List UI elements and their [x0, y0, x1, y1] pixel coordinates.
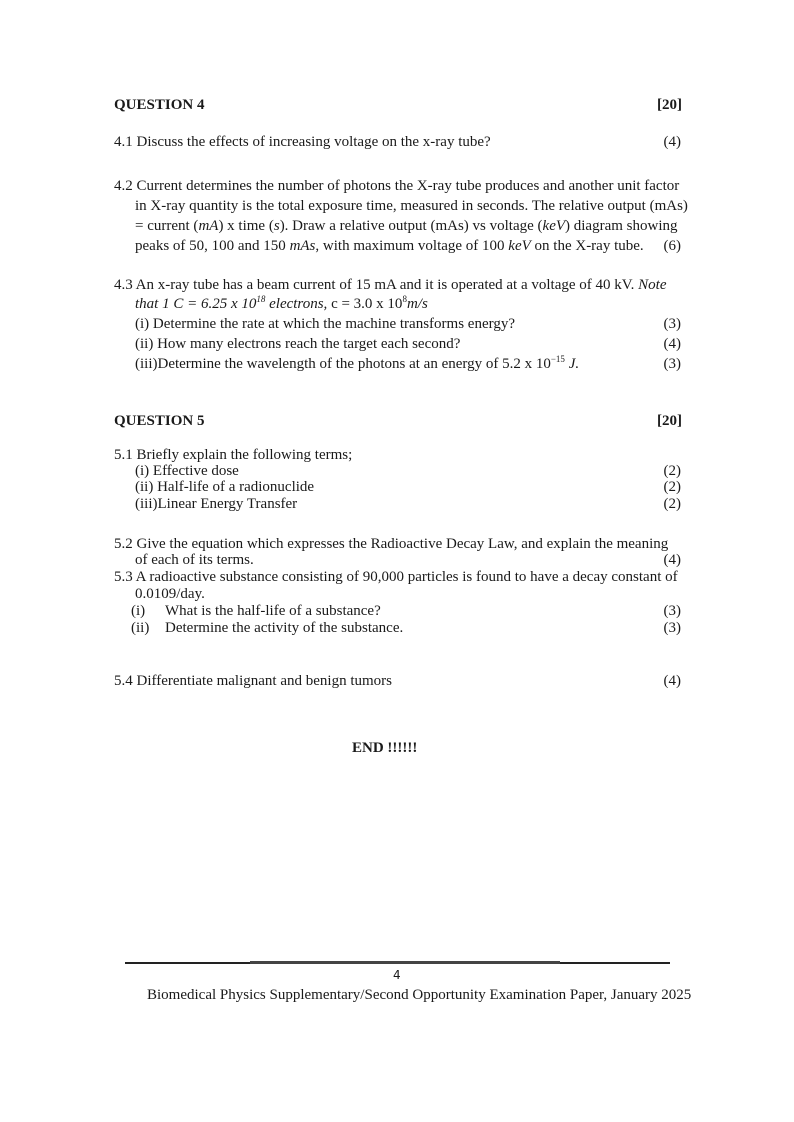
end-marker: END !!!!!! — [352, 740, 418, 756]
q53-line-2: 0.0109/day. — [135, 586, 205, 602]
q43-iii-text: (iii)Determine the wavelength of the photons at an energy of 5.2 x $10^{-15}$ J. — [135, 354, 580, 372]
q53-i-text: What is the half-life of a substance? — [165, 603, 381, 619]
q52-marks: (4) — [663, 552, 681, 568]
q43-ii-text: (ii) How many electrons reach the target each second? — [135, 336, 461, 352]
q42-line-4: peaks of 50, 100 and 150 mAs, with maximum voltage of 100 keV on the X-ray tube. — [135, 238, 644, 254]
q52-line-2: of each of its terms. — [135, 552, 254, 568]
q51-text: 5.1 Briefly explain the following terms; — [114, 447, 353, 463]
q54-marks: (4) — [663, 673, 681, 689]
q54-text: 5.4 Differentiate malignant and benign tumors — [114, 673, 392, 689]
q53-line-1: 5.3 A radioactive substance consisting of 90,000 particles is found to have a decay constant of — [114, 569, 678, 585]
q53-ii-marks: (3) — [663, 620, 681, 636]
q53-i-marks: (3) — [663, 603, 681, 619]
q43-i-text: (i) Determine the rate at which the machine transforms energy? — [135, 316, 515, 332]
question-5-total: [20] — [657, 413, 682, 429]
footer-text: Biomedical Physics Supplementary/Second Opportunity Examination Paper, January 2025 — [147, 987, 692, 1003]
q51-item-marks: (2) — [663, 463, 681, 479]
q53-ii-text: Determine the activity of the substance. — [165, 620, 404, 636]
q51-item-marks: (2) — [663, 479, 681, 495]
q42-marks: (6) — [663, 238, 681, 254]
question-4-total: [20] — [657, 97, 682, 113]
q51-item: (i) Effective dose — [135, 463, 239, 479]
q43-line-2: that 1 C = 6.25 x $10^{18}$ electrons, c = 3.0 x $10^8m/s$ — [135, 294, 428, 312]
q43-i-marks: (3) — [663, 316, 681, 332]
q42-line-3: = current (mA) x time (s). Draw a relative output (mAs) vs voltage (keV) diagram showing — [135, 218, 678, 234]
q51-item: (iii)Linear Energy Transfer — [135, 496, 298, 512]
q53-ii-num: (ii) — [131, 620, 150, 636]
q41-marks: (4) — [663, 134, 681, 150]
q43-ii-marks: (4) — [663, 336, 681, 352]
q51-item: (ii) Half-life of a radionuclide — [135, 479, 315, 495]
footer-rule-accent — [250, 961, 560, 964]
question-4-title: QUESTION 4 — [114, 97, 205, 113]
q53-i-num: (i) — [131, 603, 146, 619]
q42-line-2: in X-ray quantity is the total exposure time, measured in seconds. The relative output (mAs) — [135, 198, 688, 214]
q43-line-1: 4.3 An x-ray tube has a beam current of 15 mA and it is operated at a voltage of 40 kV. Note — [114, 277, 667, 293]
q43-iii-marks: (3) — [663, 356, 681, 372]
q52-line-1: 5.2 Give the equation which expresses the Radioactive Decay Law, and explain the meaning — [114, 536, 669, 552]
question-5-title: QUESTION 5 — [114, 413, 205, 429]
page-number: 4 — [393, 968, 401, 982]
q42-line-1: 4.2 Current determines the number of photons the X-ray tube produces and another unit factor — [114, 178, 680, 194]
q41-text: 4.1 Discuss the effects of increasing voltage on the x-ray tube? — [114, 134, 491, 150]
q51-item-marks: (2) — [663, 496, 681, 512]
